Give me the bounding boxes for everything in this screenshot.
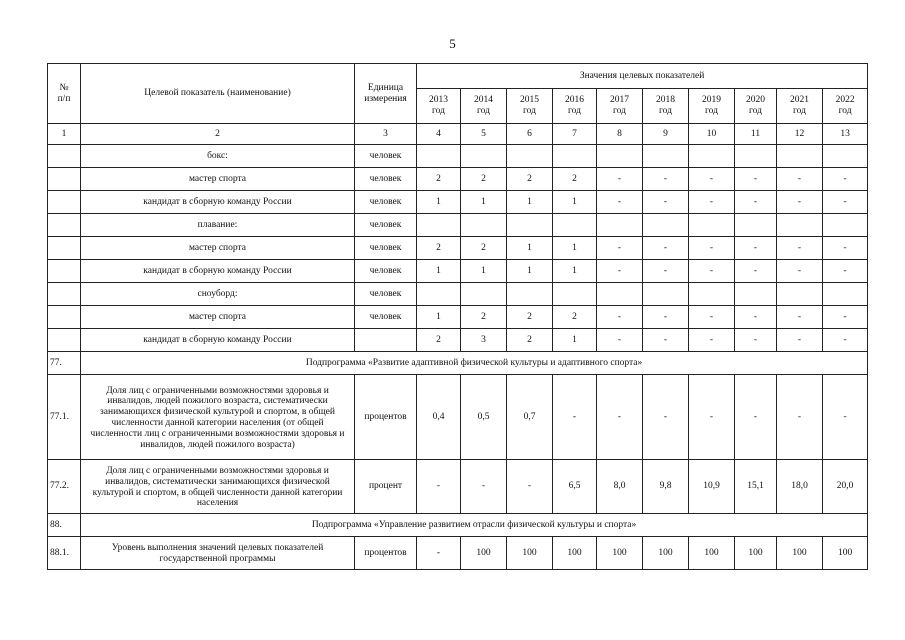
row-num xyxy=(48,145,81,168)
column-number: 13 xyxy=(823,124,868,145)
row-value: - xyxy=(823,168,868,191)
row-value: 1 xyxy=(553,260,597,283)
row-unit xyxy=(355,329,417,352)
row-num xyxy=(48,191,81,214)
header-year: 2014 год xyxy=(461,89,507,124)
row-unit: процентов xyxy=(355,375,417,460)
row-value xyxy=(417,145,461,168)
header-year: 2013 год xyxy=(417,89,461,124)
row-value: - xyxy=(689,306,735,329)
column-numbers-row xyxy=(48,124,868,145)
row-value xyxy=(461,214,507,237)
row-value xyxy=(461,283,507,306)
row-value: 1 xyxy=(507,191,553,214)
row-value: - xyxy=(597,375,643,460)
row-value: 1 xyxy=(553,191,597,214)
indicator-row xyxy=(48,537,868,570)
row-value xyxy=(689,283,735,306)
header-indicator: Целевой показатель (наименование) xyxy=(81,64,355,124)
row-value: 1 xyxy=(417,306,461,329)
header-year: 2021 год xyxy=(777,89,823,124)
header-row xyxy=(48,64,868,89)
row-value: - xyxy=(735,237,777,260)
row-value: 2 xyxy=(507,329,553,352)
row-value: 2 xyxy=(507,306,553,329)
row-value xyxy=(777,283,823,306)
row-value: 100 xyxy=(643,537,689,570)
row-unit: человек xyxy=(355,260,417,283)
column-number: 6 xyxy=(507,124,553,145)
row-value: - xyxy=(689,191,735,214)
column-number: 4 xyxy=(417,124,461,145)
row-value: 2 xyxy=(461,168,507,191)
column-number: 12 xyxy=(777,124,823,145)
row-value: - xyxy=(553,375,597,460)
row-value: - xyxy=(597,260,643,283)
header-values-group: Значения целевых показателей xyxy=(417,64,868,89)
row-value: 1 xyxy=(553,329,597,352)
row-unit: человек xyxy=(355,214,417,237)
row-value: - xyxy=(643,306,689,329)
table-row xyxy=(48,237,868,260)
row-value xyxy=(643,145,689,168)
row-value: - xyxy=(689,329,735,352)
header-year: 2022 год xyxy=(823,89,868,124)
row-value: 2 xyxy=(553,168,597,191)
row-value xyxy=(823,145,868,168)
row-value: - xyxy=(823,260,868,283)
row-value: - xyxy=(777,191,823,214)
row-value: - xyxy=(823,375,868,460)
row-value xyxy=(553,145,597,168)
row-value xyxy=(417,283,461,306)
table-row xyxy=(48,214,868,237)
row-value: - xyxy=(597,329,643,352)
indicator-row xyxy=(48,375,868,460)
row-indicator-name: мастер спорта xyxy=(81,306,355,329)
row-value: - xyxy=(777,237,823,260)
column-number: 10 xyxy=(689,124,735,145)
row-value xyxy=(507,214,553,237)
column-number: 3 xyxy=(355,124,417,145)
row-value: 1 xyxy=(553,237,597,260)
row-value: - xyxy=(507,460,553,514)
table-row xyxy=(48,283,868,306)
subprogram-row xyxy=(48,514,868,537)
row-value: 1 xyxy=(461,260,507,283)
row-num xyxy=(48,306,81,329)
column-number: 8 xyxy=(597,124,643,145)
row-value: 2 xyxy=(461,237,507,260)
column-number: 2 xyxy=(81,124,355,145)
row-value: 100 xyxy=(823,537,868,570)
row-value: - xyxy=(777,168,823,191)
subprogram-num: 88. xyxy=(48,514,81,537)
row-indicator-name: мастер спорта xyxy=(81,237,355,260)
table-row xyxy=(48,145,868,168)
subprogram-title: Подпрограмма «Управление развитием отрасли физической культуры и спорта» xyxy=(81,514,868,537)
row-unit: человек xyxy=(355,145,417,168)
row-value: 1 xyxy=(461,191,507,214)
row-value xyxy=(417,214,461,237)
header-num: № п/п xyxy=(48,64,81,124)
indicators-table xyxy=(47,63,868,570)
row-unit: человек xyxy=(355,168,417,191)
table-row xyxy=(48,306,868,329)
row-indicator-name: Доля лиц с ограниченными возможностями здоровья и инвалидов, систематически занимающихся физической культурой и спортом, в общей численности данной категории населения xyxy=(81,460,355,514)
row-value: 1 xyxy=(417,260,461,283)
row-value xyxy=(643,214,689,237)
row-indicator-name: сноуборд: xyxy=(81,283,355,306)
column-number: 5 xyxy=(461,124,507,145)
row-unit: человек xyxy=(355,191,417,214)
row-value: 9,8 xyxy=(643,460,689,514)
row-value: - xyxy=(823,237,868,260)
row-value: 0,4 xyxy=(417,375,461,460)
row-value: - xyxy=(777,375,823,460)
row-value: 100 xyxy=(553,537,597,570)
row-value xyxy=(597,214,643,237)
row-value: - xyxy=(689,260,735,283)
row-value: 0,5 xyxy=(461,375,507,460)
table-row xyxy=(48,329,868,352)
header-year: 2015 год xyxy=(507,89,553,124)
row-value xyxy=(689,214,735,237)
row-value: 2 xyxy=(507,168,553,191)
row-value: 10,9 xyxy=(689,460,735,514)
header-year: 2017 год xyxy=(597,89,643,124)
row-value: 2 xyxy=(417,237,461,260)
row-value: - xyxy=(735,260,777,283)
column-number: 9 xyxy=(643,124,689,145)
row-value: 100 xyxy=(777,537,823,570)
row-value: 15,1 xyxy=(735,460,777,514)
row-value: - xyxy=(597,168,643,191)
row-value: - xyxy=(689,237,735,260)
row-value: - xyxy=(735,191,777,214)
row-value xyxy=(553,214,597,237)
row-value: - xyxy=(597,306,643,329)
row-num xyxy=(48,260,81,283)
row-value xyxy=(507,283,553,306)
row-value: 2 xyxy=(417,329,461,352)
row-num: 77.1. xyxy=(48,375,81,460)
row-value: - xyxy=(643,260,689,283)
row-value xyxy=(553,283,597,306)
row-indicator-name: Уровень выполнения значений целевых показателей государственной программы xyxy=(81,537,355,570)
row-value xyxy=(735,214,777,237)
row-num xyxy=(48,168,81,191)
row-value xyxy=(597,145,643,168)
row-indicator-name: кандидат в сборную команду России xyxy=(81,191,355,214)
row-value xyxy=(777,145,823,168)
row-unit: человек xyxy=(355,306,417,329)
row-value xyxy=(777,214,823,237)
row-unit: процентов xyxy=(355,537,417,570)
row-value: - xyxy=(597,237,643,260)
row-value: - xyxy=(417,537,461,570)
row-value: - xyxy=(689,375,735,460)
row-value: 1 xyxy=(507,260,553,283)
row-value: 100 xyxy=(689,537,735,570)
row-value: - xyxy=(643,329,689,352)
indicator-row xyxy=(48,460,868,514)
table-row xyxy=(48,260,868,283)
table-row xyxy=(48,168,868,191)
header-year: 2016 год xyxy=(553,89,597,124)
row-value: - xyxy=(643,375,689,460)
row-indicator-name: Доля лиц с ограниченными возможностями здоровья и инвалидов, людей пожилого возраста, систематически занимающихся физической культурой и спортом, в общей численности данной категории населения (от общей численности лиц с ограниченными возможностями здоровья и инвалидов, людей пожилого возраста) xyxy=(81,375,355,460)
row-indicator-name: кандидат в сборную команду России xyxy=(81,260,355,283)
row-value: 6,5 xyxy=(553,460,597,514)
row-value: 2 xyxy=(417,168,461,191)
row-value: - xyxy=(777,260,823,283)
header-year: 2018 год xyxy=(643,89,689,124)
row-value: - xyxy=(735,168,777,191)
row-value: 1 xyxy=(417,191,461,214)
row-value: 1 xyxy=(507,237,553,260)
row-value: - xyxy=(735,329,777,352)
row-num: 88.1. xyxy=(48,537,81,570)
row-num xyxy=(48,214,81,237)
row-value: - xyxy=(823,329,868,352)
row-value xyxy=(823,214,868,237)
row-value xyxy=(461,145,507,168)
row-value: - xyxy=(643,168,689,191)
row-indicator-name: мастер спорта xyxy=(81,168,355,191)
row-value: 8,0 xyxy=(597,460,643,514)
row-num xyxy=(48,283,81,306)
header-year: 2019 год xyxy=(689,89,735,124)
row-value: - xyxy=(417,460,461,514)
row-value: - xyxy=(689,168,735,191)
row-value: - xyxy=(823,306,868,329)
row-num: 77.2. xyxy=(48,460,81,514)
row-value: - xyxy=(777,329,823,352)
subprogram-num: 77. xyxy=(48,352,81,375)
row-value: 100 xyxy=(461,537,507,570)
row-value xyxy=(507,145,553,168)
page-number: 5 xyxy=(449,36,456,51)
row-value: - xyxy=(735,306,777,329)
row-value xyxy=(823,283,868,306)
row-value xyxy=(689,145,735,168)
subprogram-title: Подпрограмма «Развитие адаптивной физической культуры и адаптивного спорта» xyxy=(81,352,868,375)
row-value: - xyxy=(643,237,689,260)
row-value xyxy=(735,145,777,168)
row-indicator-name: бокс: xyxy=(81,145,355,168)
row-value: - xyxy=(735,375,777,460)
table-row xyxy=(48,191,868,214)
row-unit: человек xyxy=(355,237,417,260)
column-number: 7 xyxy=(553,124,597,145)
row-value: - xyxy=(597,191,643,214)
row-indicator-name: кандидат в сборную команду России xyxy=(81,329,355,352)
row-value: 2 xyxy=(553,306,597,329)
subprogram-row xyxy=(48,352,868,375)
row-value: 2 xyxy=(461,306,507,329)
row-value: 100 xyxy=(507,537,553,570)
row-num xyxy=(48,329,81,352)
row-unit: человек xyxy=(355,283,417,306)
row-value: 3 xyxy=(461,329,507,352)
header-unit: Единица измерения xyxy=(355,64,417,124)
row-unit: процент xyxy=(355,460,417,514)
column-number: 1 xyxy=(48,124,81,145)
row-value: 100 xyxy=(597,537,643,570)
row-value xyxy=(643,283,689,306)
column-number: 11 xyxy=(735,124,777,145)
row-num xyxy=(48,237,81,260)
row-value xyxy=(597,283,643,306)
header-year: 2020 год xyxy=(735,89,777,124)
row-value: - xyxy=(643,191,689,214)
row-value: 20,0 xyxy=(823,460,868,514)
row-indicator-name: плавание: xyxy=(81,214,355,237)
row-value: 0,7 xyxy=(507,375,553,460)
row-value: 100 xyxy=(735,537,777,570)
row-value: - xyxy=(823,191,868,214)
row-value xyxy=(735,283,777,306)
row-value: - xyxy=(461,460,507,514)
row-value: 18,0 xyxy=(777,460,823,514)
row-value: - xyxy=(777,306,823,329)
